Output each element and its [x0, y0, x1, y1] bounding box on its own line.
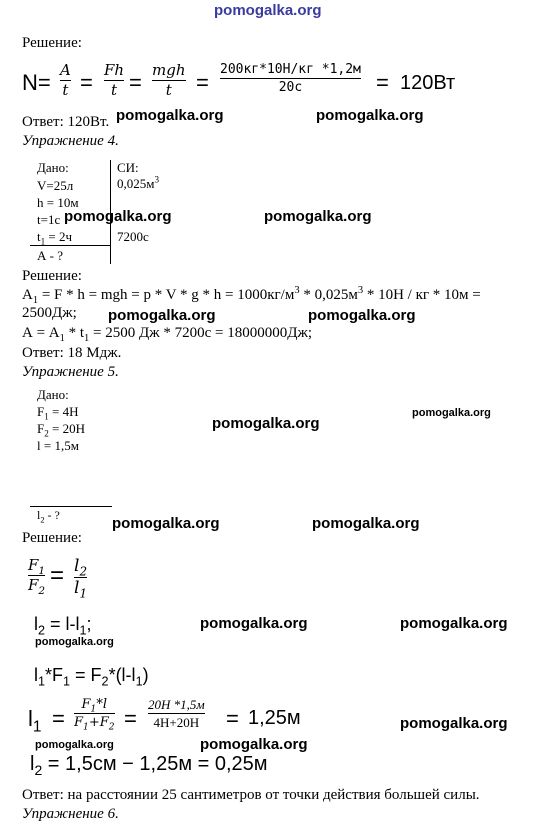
- eq-lhs: N=: [22, 70, 51, 95]
- ex5-answer: Ответ: на расстоянии 25 сантиметров от точки действия большей силы.: [22, 787, 480, 803]
- watermark-top: pomogalka.org: [214, 2, 322, 19]
- watermark: pomogalka.org: [264, 208, 372, 225]
- watermark-small: pomogalka.org: [35, 636, 114, 648]
- ex4-calc-line-3: $А = А_1 * t_1 = 2500$ Дж * 7200с = 18000000Дж;: [22, 325, 312, 344]
- watermark: pomogalka.org: [200, 615, 308, 632]
- frac-l2-l1: $l_2$ $l_1$: [74, 556, 88, 601]
- ex4-volume-si: $0,025м^3$: [117, 174, 160, 191]
- ex5-force-1: $F_1 = 4Н$: [37, 404, 79, 422]
- eq-sign: =: [52, 706, 65, 731]
- watermark: pomogalka.org: [200, 736, 308, 753]
- watermark: pomogalka.org: [312, 515, 420, 532]
- watermark: pomogalka.org: [112, 515, 220, 532]
- frac-numeric: 200кг*10Н/кг *1,2м 20с: [220, 62, 361, 95]
- ex5-l1-result: 1,25м: [248, 707, 301, 729]
- ex5-given-label: Дано:: [37, 387, 69, 402]
- eq-sign: =: [124, 706, 137, 731]
- eq-sign: =: [80, 70, 93, 95]
- watermark: pomogalka.org: [212, 415, 320, 432]
- watermark: pomogalka.org: [108, 307, 216, 324]
- eq-sign: =: [376, 70, 389, 95]
- solution-label-1: Решение:: [22, 35, 82, 51]
- frac-l1-symbolic: $F_1*l$ $F_1+F_2$: [74, 697, 115, 733]
- ex4-time-short: t=1с: [37, 212, 61, 227]
- solution-label-3: Решение:: [22, 530, 82, 546]
- ex4-height: h = 10м: [37, 195, 79, 210]
- ex5-force-2: $F_2 = 20Н$: [37, 421, 86, 439]
- ex4-calc-line-2: 2500Дж;: [22, 305, 77, 321]
- watermark: pomogalka.org: [400, 715, 508, 732]
- ex4-given-divider: [30, 245, 110, 246]
- frac-l1-numeric: 20Н *1,5м 4Н+20Н: [148, 697, 205, 730]
- frac-a-t: A t: [60, 61, 71, 99]
- exercise-4-title: Упражнение 4.: [22, 133, 119, 149]
- watermark: pomogalka.org: [400, 615, 508, 632]
- ex5-l2-result: $l_2 = 1,5см - 1,25м = 0,25м$: [30, 753, 268, 778]
- watermark-small: pomogalka.org: [35, 739, 114, 751]
- ex4-find: А - ?: [37, 248, 63, 263]
- exercise-5-title: Упражнение 5.: [22, 364, 119, 380]
- solution-label-2: Решение:: [22, 268, 82, 284]
- prop-eq-sign: =: [50, 562, 65, 589]
- watermark: pomogalka.org: [64, 208, 172, 225]
- ex5-moment-equation: $l_1*F_1 = F_2*(l-l_1)$: [34, 665, 149, 689]
- exercise-6-title: Упражнение 6.: [22, 806, 119, 822]
- watermark: pomogalka.org: [116, 107, 224, 124]
- frac-fh-t: Fh t: [104, 61, 125, 99]
- ex4-calc-line-1: $A_1 = F * h$ = mgh = $p * V * g * h = 1000кг/м^3 * 0,025м^3 * 10Н$ / кг * 10м =: [22, 285, 481, 306]
- eq-sign: =: [129, 70, 142, 95]
- ex5-find: $l_2$ - ?: [37, 508, 60, 525]
- watermark-small: pomogalka.org: [412, 407, 491, 419]
- eq-sign: =: [226, 706, 239, 731]
- ex4-time-si: 7200с: [117, 229, 149, 244]
- eq-result: 120Вт: [400, 72, 456, 94]
- ex4-time: $t_1 = 2ч$: [37, 229, 73, 247]
- ex4-si-label: СИ:: [117, 160, 139, 175]
- frac-mgh-t: mgh t: [152, 61, 186, 99]
- ex4-answer: Ответ: 18 Мдж.: [22, 345, 122, 361]
- ex5-l2-expression: $l_2 = l-l_1$;: [34, 614, 92, 638]
- ex5-given-divider: [30, 506, 112, 507]
- eq-sign: =: [196, 70, 209, 95]
- answer-1: Ответ: 120Вт.: [22, 114, 110, 130]
- ex5-l1-lhs: $l_1$: [28, 706, 42, 736]
- watermark: pomogalka.org: [308, 307, 416, 324]
- watermark: pomogalka.org: [316, 107, 424, 124]
- ex5-length: l = 1,5м: [37, 438, 79, 453]
- ex4-volume: V=25л: [37, 178, 74, 193]
- ex4-given-label: Дано:: [37, 160, 69, 175]
- frac-f1-f2: $F_1$ $F_2$: [28, 556, 46, 597]
